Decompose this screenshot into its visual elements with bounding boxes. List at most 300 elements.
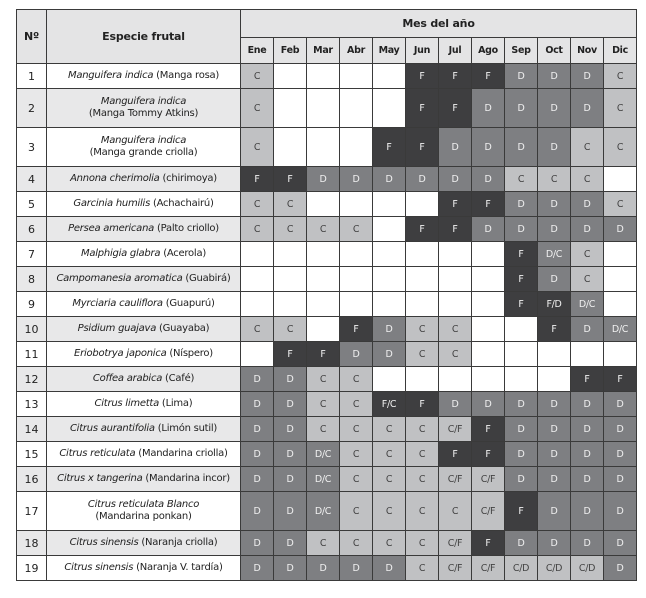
month-cell-jul: C/F	[439, 417, 472, 442]
common-name: (Guabirá)	[185, 273, 231, 284]
month-cell-abr: C	[340, 367, 373, 392]
month-cell-oct: D	[538, 531, 571, 556]
common-name: (Naranja V. tardía)	[136, 562, 223, 573]
month-cell-dic: C	[604, 192, 637, 217]
row-number: 17	[17, 492, 47, 531]
row-number: 15	[17, 442, 47, 467]
month-cell-ene: C	[241, 89, 274, 128]
table-row	[17, 192, 637, 217]
month-cell-abr: D	[340, 167, 373, 192]
month-cell-ene: D	[241, 556, 274, 581]
month-cell-abr: C	[340, 442, 373, 467]
month-cell-feb: D	[274, 392, 307, 417]
month-cell-dic	[604, 242, 637, 267]
month-cell-jun: F	[406, 128, 439, 167]
species-cell	[47, 217, 241, 242]
header-month-abr: Abr	[340, 38, 373, 64]
month-cell-ene: D	[241, 531, 274, 556]
month-cell-feb: C	[274, 317, 307, 342]
month-cell-nov: D	[571, 317, 604, 342]
scientific-name: Citrus aurantifolia	[69, 423, 155, 434]
month-cell-may: F/C	[373, 392, 406, 417]
month-cell-mar: C	[307, 367, 340, 392]
species-cell	[47, 267, 241, 292]
month-cell-dic: D	[604, 556, 637, 581]
species-cell	[47, 128, 241, 167]
month-cell-may	[373, 217, 406, 242]
month-cell-abr: C	[340, 392, 373, 417]
month-cell-feb	[274, 242, 307, 267]
table-body	[17, 64, 637, 581]
month-cell-ago: C/F	[472, 467, 505, 492]
month-cell-jul: C/F	[439, 467, 472, 492]
month-cell-feb: D	[274, 531, 307, 556]
table-row	[17, 242, 637, 267]
month-cell-ago	[472, 267, 505, 292]
month-cell-jul: D	[439, 167, 472, 192]
month-cell-ene: D	[241, 367, 274, 392]
month-cell-mar: C	[307, 392, 340, 417]
month-cell-nov: D	[571, 467, 604, 492]
month-cell-abr	[340, 242, 373, 267]
month-cell-oct: D	[538, 64, 571, 89]
month-cell-oct: D	[538, 89, 571, 128]
month-cell-jul: C	[439, 317, 472, 342]
month-cell-jun	[406, 192, 439, 217]
table-row	[17, 167, 637, 192]
common-name: (Manga rosa)	[156, 70, 220, 81]
month-cell-may: D	[373, 167, 406, 192]
common-name: (chirimoya)	[162, 173, 217, 184]
row-number: 9	[17, 292, 47, 317]
species-cell	[47, 64, 241, 89]
month-cell-dic: D	[604, 417, 637, 442]
month-cell-sep: D	[505, 467, 538, 492]
month-cell-feb: F	[274, 342, 307, 367]
month-cell-sep: D	[505, 417, 538, 442]
month-cell-jun: C	[406, 492, 439, 531]
month-cell-sep: F	[505, 292, 538, 317]
header-month-oct: Oct	[538, 38, 571, 64]
month-cell-nov	[571, 342, 604, 367]
month-cell-ene	[241, 267, 274, 292]
month-cell-feb	[274, 292, 307, 317]
month-cell-feb	[274, 64, 307, 89]
month-cell-dic	[604, 267, 637, 292]
month-cell-jun	[406, 242, 439, 267]
month-cell-nov: F	[571, 367, 604, 392]
scientific-name: Psidium guajava	[77, 323, 157, 334]
table-row	[17, 531, 637, 556]
header-month-jul: Jul	[439, 38, 472, 64]
row-number: 5	[17, 192, 47, 217]
month-cell-ago: F	[472, 442, 505, 467]
month-cell-feb: F	[274, 167, 307, 192]
month-cell-ene: D	[241, 442, 274, 467]
month-cell-sep: D	[505, 217, 538, 242]
month-cell-nov: D/C	[571, 292, 604, 317]
table-row	[17, 417, 637, 442]
table-header	[17, 10, 637, 64]
month-cell-sep: D	[505, 442, 538, 467]
common-name: (Mandarina incor)	[145, 473, 230, 484]
common-name: (Manga Tommy Atkins)	[88, 108, 199, 119]
month-cell-mar: C	[307, 217, 340, 242]
month-cell-may: D	[373, 317, 406, 342]
month-cell-feb: D	[274, 442, 307, 467]
month-cell-jul: C	[439, 342, 472, 367]
month-cell-may: C	[373, 442, 406, 467]
month-cell-dic: D	[604, 531, 637, 556]
scientific-name: Annona cherimolia	[70, 173, 160, 184]
month-cell-ene: C	[241, 128, 274, 167]
row-number: 1	[17, 64, 47, 89]
scientific-name: Eriobotrya japonica	[74, 348, 167, 359]
month-cell-feb: C	[274, 217, 307, 242]
month-cell-may	[373, 192, 406, 217]
month-cell-dic: C	[604, 89, 637, 128]
month-cell-abr: D	[340, 556, 373, 581]
month-cell-dic: D	[604, 492, 637, 531]
month-cell-ene: F	[241, 167, 274, 192]
month-cell-dic: C	[604, 64, 637, 89]
month-cell-nov: C	[571, 267, 604, 292]
table-row	[17, 317, 637, 342]
month-cell-jun: F	[406, 64, 439, 89]
month-cell-jun: F	[406, 89, 439, 128]
month-cell-feb: D	[274, 492, 307, 531]
month-cell-sep: D	[505, 192, 538, 217]
month-cell-feb	[274, 128, 307, 167]
month-cell-may	[373, 242, 406, 267]
month-cell-mar	[307, 128, 340, 167]
species-cell	[47, 317, 241, 342]
species-cell	[47, 89, 241, 128]
month-cell-may	[373, 267, 406, 292]
month-cell-dic: D	[604, 217, 637, 242]
month-cell-may: C	[373, 467, 406, 492]
month-cell-abr	[340, 64, 373, 89]
month-cell-sep	[505, 342, 538, 367]
month-cell-mar: F	[307, 342, 340, 367]
header-month-feb: Feb	[274, 38, 307, 64]
month-cell-nov: D	[571, 492, 604, 531]
month-cell-nov: D	[571, 442, 604, 467]
scientific-name: Manguifera indica	[100, 96, 187, 107]
month-cell-sep: D	[505, 128, 538, 167]
month-cell-ene	[241, 242, 274, 267]
header-month-mar: Mar	[307, 38, 340, 64]
month-cell-jun: F	[406, 217, 439, 242]
month-cell-may: D	[373, 342, 406, 367]
scientific-name: Garcinia humilis	[73, 198, 151, 209]
month-cell-ene	[241, 292, 274, 317]
scientific-name: Citrus reticulata Blanco	[87, 499, 200, 510]
month-cell-oct: D	[538, 492, 571, 531]
month-cell-feb: C	[274, 192, 307, 217]
month-cell-sep	[505, 367, 538, 392]
month-cell-sep: F	[505, 267, 538, 292]
species-cell	[47, 556, 241, 581]
month-cell-feb	[274, 89, 307, 128]
month-cell-may	[373, 89, 406, 128]
month-cell-sep: D	[505, 531, 538, 556]
month-cell-jun: C	[406, 342, 439, 367]
month-cell-mar	[307, 292, 340, 317]
month-cell-jul	[439, 242, 472, 267]
row-number: 8	[17, 267, 47, 292]
month-cell-jul: F	[439, 217, 472, 242]
month-cell-ago	[472, 242, 505, 267]
common-name: (Guayaba)	[159, 323, 210, 334]
month-cell-oct	[538, 342, 571, 367]
month-cell-feb: D	[274, 417, 307, 442]
scientific-name: Campomanesia aromatica	[56, 273, 183, 284]
header-month-ene: Ene	[241, 38, 274, 64]
month-cell-abr: C	[340, 531, 373, 556]
table-row	[17, 342, 637, 367]
month-cell-mar: C	[307, 417, 340, 442]
month-cell-ago: D	[472, 392, 505, 417]
month-cell-nov: D	[571, 417, 604, 442]
month-cell-ene	[241, 342, 274, 367]
table-row	[17, 442, 637, 467]
scientific-name: Persea americana	[68, 223, 155, 234]
common-name: (Lima)	[161, 398, 193, 409]
scientific-name: Citrus reticulata	[59, 448, 136, 459]
month-cell-oct: D	[538, 467, 571, 492]
month-cell-dic: D	[604, 392, 637, 417]
month-cell-ago: C/F	[472, 556, 505, 581]
month-cell-sep: D	[505, 64, 538, 89]
month-cell-ago: D	[472, 89, 505, 128]
month-cell-mar: D/C	[307, 442, 340, 467]
month-cell-feb: D	[274, 467, 307, 492]
month-cell-mar: D/C	[307, 467, 340, 492]
scientific-name: Citrus sinensis	[69, 537, 139, 548]
month-cell-may: C	[373, 531, 406, 556]
scientific-name: Malphigia glabra	[80, 248, 161, 259]
month-cell-feb: D	[274, 556, 307, 581]
row-number: 11	[17, 342, 47, 367]
month-cell-may	[373, 367, 406, 392]
month-cell-ago: D	[472, 167, 505, 192]
month-cell-nov: C/D	[571, 556, 604, 581]
month-cell-mar: D	[307, 556, 340, 581]
common-name: (Achachairú)	[152, 198, 214, 209]
month-cell-jun: D	[406, 167, 439, 192]
month-cell-nov: C	[571, 128, 604, 167]
common-name: (Acerola)	[163, 248, 206, 259]
month-cell-abr	[340, 89, 373, 128]
fruit-calendar-table	[16, 9, 637, 581]
month-cell-nov: D	[571, 64, 604, 89]
month-cell-ene: C	[241, 192, 274, 217]
month-cell-abr	[340, 192, 373, 217]
month-cell-abr: C	[340, 492, 373, 531]
month-cell-ene: D	[241, 417, 274, 442]
header-number: Nº	[17, 10, 47, 64]
month-cell-jun: C	[406, 317, 439, 342]
month-cell-mar	[307, 242, 340, 267]
month-cell-ago: C/F	[472, 492, 505, 531]
species-cell	[47, 292, 241, 317]
month-cell-oct: F	[538, 317, 571, 342]
month-cell-nov: D	[571, 217, 604, 242]
month-cell-dic: C	[604, 128, 637, 167]
species-cell	[47, 467, 241, 492]
month-cell-may: F	[373, 128, 406, 167]
month-cell-sep	[505, 317, 538, 342]
month-cell-sep: D	[505, 392, 538, 417]
month-cell-dic	[604, 167, 637, 192]
month-cell-sep: C/D	[505, 556, 538, 581]
month-cell-abr: C	[340, 467, 373, 492]
common-name: (Mandarina criolla)	[138, 448, 228, 459]
species-cell	[47, 531, 241, 556]
row-number: 18	[17, 531, 47, 556]
month-cell-nov: D	[571, 531, 604, 556]
common-name: (Naranja criolla)	[141, 537, 218, 548]
month-cell-mar: C	[307, 531, 340, 556]
month-cell-may: D	[373, 556, 406, 581]
month-cell-mar: D	[307, 167, 340, 192]
species-cell	[47, 367, 241, 392]
row-number: 16	[17, 467, 47, 492]
scientific-name: Citrus sinensis	[64, 562, 134, 573]
month-cell-jun	[406, 267, 439, 292]
month-cell-ene: D	[241, 467, 274, 492]
header-month-dic: Dic	[604, 38, 637, 64]
month-cell-jun	[406, 367, 439, 392]
scientific-name: Citrus limetta	[94, 398, 159, 409]
month-cell-jul: C/F	[439, 531, 472, 556]
species-cell	[47, 167, 241, 192]
month-cell-jul: D	[439, 128, 472, 167]
month-cell-ago	[472, 367, 505, 392]
month-cell-jun: C	[406, 442, 439, 467]
month-cell-ago: F	[472, 64, 505, 89]
month-cell-jun: F	[406, 392, 439, 417]
common-name: (Café)	[165, 373, 195, 384]
month-cell-jun: C	[406, 417, 439, 442]
month-cell-oct: D	[538, 267, 571, 292]
table-row	[17, 128, 637, 167]
month-cell-dic: D/C	[604, 317, 637, 342]
month-cell-abr: D	[340, 342, 373, 367]
species-cell	[47, 342, 241, 367]
row-number: 6	[17, 217, 47, 242]
month-cell-feb	[274, 267, 307, 292]
row-number: 12	[17, 367, 47, 392]
month-cell-dic: D	[604, 467, 637, 492]
month-cell-jul: C/F	[439, 556, 472, 581]
month-cell-abr	[340, 292, 373, 317]
month-cell-jun	[406, 292, 439, 317]
scientific-name: Citrus x tangerina	[57, 473, 143, 484]
month-cell-ago	[472, 292, 505, 317]
table-row	[17, 217, 637, 242]
month-cell-mar	[307, 317, 340, 342]
month-cell-abr: C	[340, 417, 373, 442]
table-row	[17, 292, 637, 317]
month-cell-jun: C	[406, 556, 439, 581]
header-month-sep: Sep	[505, 38, 538, 64]
month-cell-feb: D	[274, 367, 307, 392]
row-number: 2	[17, 89, 47, 128]
month-cell-ago: F	[472, 531, 505, 556]
month-cell-jul: D	[439, 392, 472, 417]
month-cell-mar	[307, 89, 340, 128]
table-row	[17, 367, 637, 392]
month-cell-ene: C	[241, 64, 274, 89]
month-cell-nov: D	[571, 392, 604, 417]
month-cell-oct: D	[538, 442, 571, 467]
species-cell	[47, 417, 241, 442]
month-cell-sep: F	[505, 242, 538, 267]
month-cell-abr: F	[340, 317, 373, 342]
month-cell-jul	[439, 367, 472, 392]
species-cell	[47, 442, 241, 467]
month-cell-may: C	[373, 492, 406, 531]
month-cell-mar	[307, 64, 340, 89]
month-cell-jul: F	[439, 64, 472, 89]
month-cell-mar	[307, 267, 340, 292]
common-name: (Mandarina ponkan)	[95, 511, 192, 522]
common-name: (Níspero)	[169, 348, 213, 359]
month-cell-dic	[604, 292, 637, 317]
month-cell-ago	[472, 342, 505, 367]
month-cell-nov: D	[571, 89, 604, 128]
month-cell-jun: C	[406, 467, 439, 492]
month-cell-abr: C	[340, 217, 373, 242]
month-cell-may	[373, 64, 406, 89]
month-cell-jul: C	[439, 492, 472, 531]
scientific-name: Manguifera indica	[67, 70, 154, 81]
scientific-name: Myrciaria cauliflora	[72, 298, 163, 309]
species-cell	[47, 392, 241, 417]
common-name: (Palto criollo)	[156, 223, 219, 234]
month-cell-ago: F	[472, 192, 505, 217]
month-cell-ago	[472, 317, 505, 342]
month-cell-may: C	[373, 417, 406, 442]
table-row	[17, 267, 637, 292]
month-cell-sep: F	[505, 492, 538, 531]
species-cell	[47, 492, 241, 531]
common-name: (Limón sutil)	[157, 423, 218, 434]
row-number: 7	[17, 242, 47, 267]
table-row	[17, 492, 637, 531]
month-cell-mar	[307, 192, 340, 217]
month-cell-oct: D	[538, 392, 571, 417]
month-cell-jul	[439, 292, 472, 317]
month-cell-mar: D/C	[307, 492, 340, 531]
month-cell-ene: D	[241, 392, 274, 417]
row-number: 14	[17, 417, 47, 442]
table-row	[17, 467, 637, 492]
month-cell-oct: D	[538, 192, 571, 217]
month-cell-jul: F	[439, 192, 472, 217]
row-number: 13	[17, 392, 47, 417]
month-cell-oct: D	[538, 128, 571, 167]
month-cell-oct: D/C	[538, 242, 571, 267]
month-cell-abr	[340, 128, 373, 167]
month-cell-ago: D	[472, 217, 505, 242]
month-cell-may	[373, 292, 406, 317]
header-month-jun: Jun	[406, 38, 439, 64]
month-cell-oct: D	[538, 417, 571, 442]
row-number: 19	[17, 556, 47, 581]
